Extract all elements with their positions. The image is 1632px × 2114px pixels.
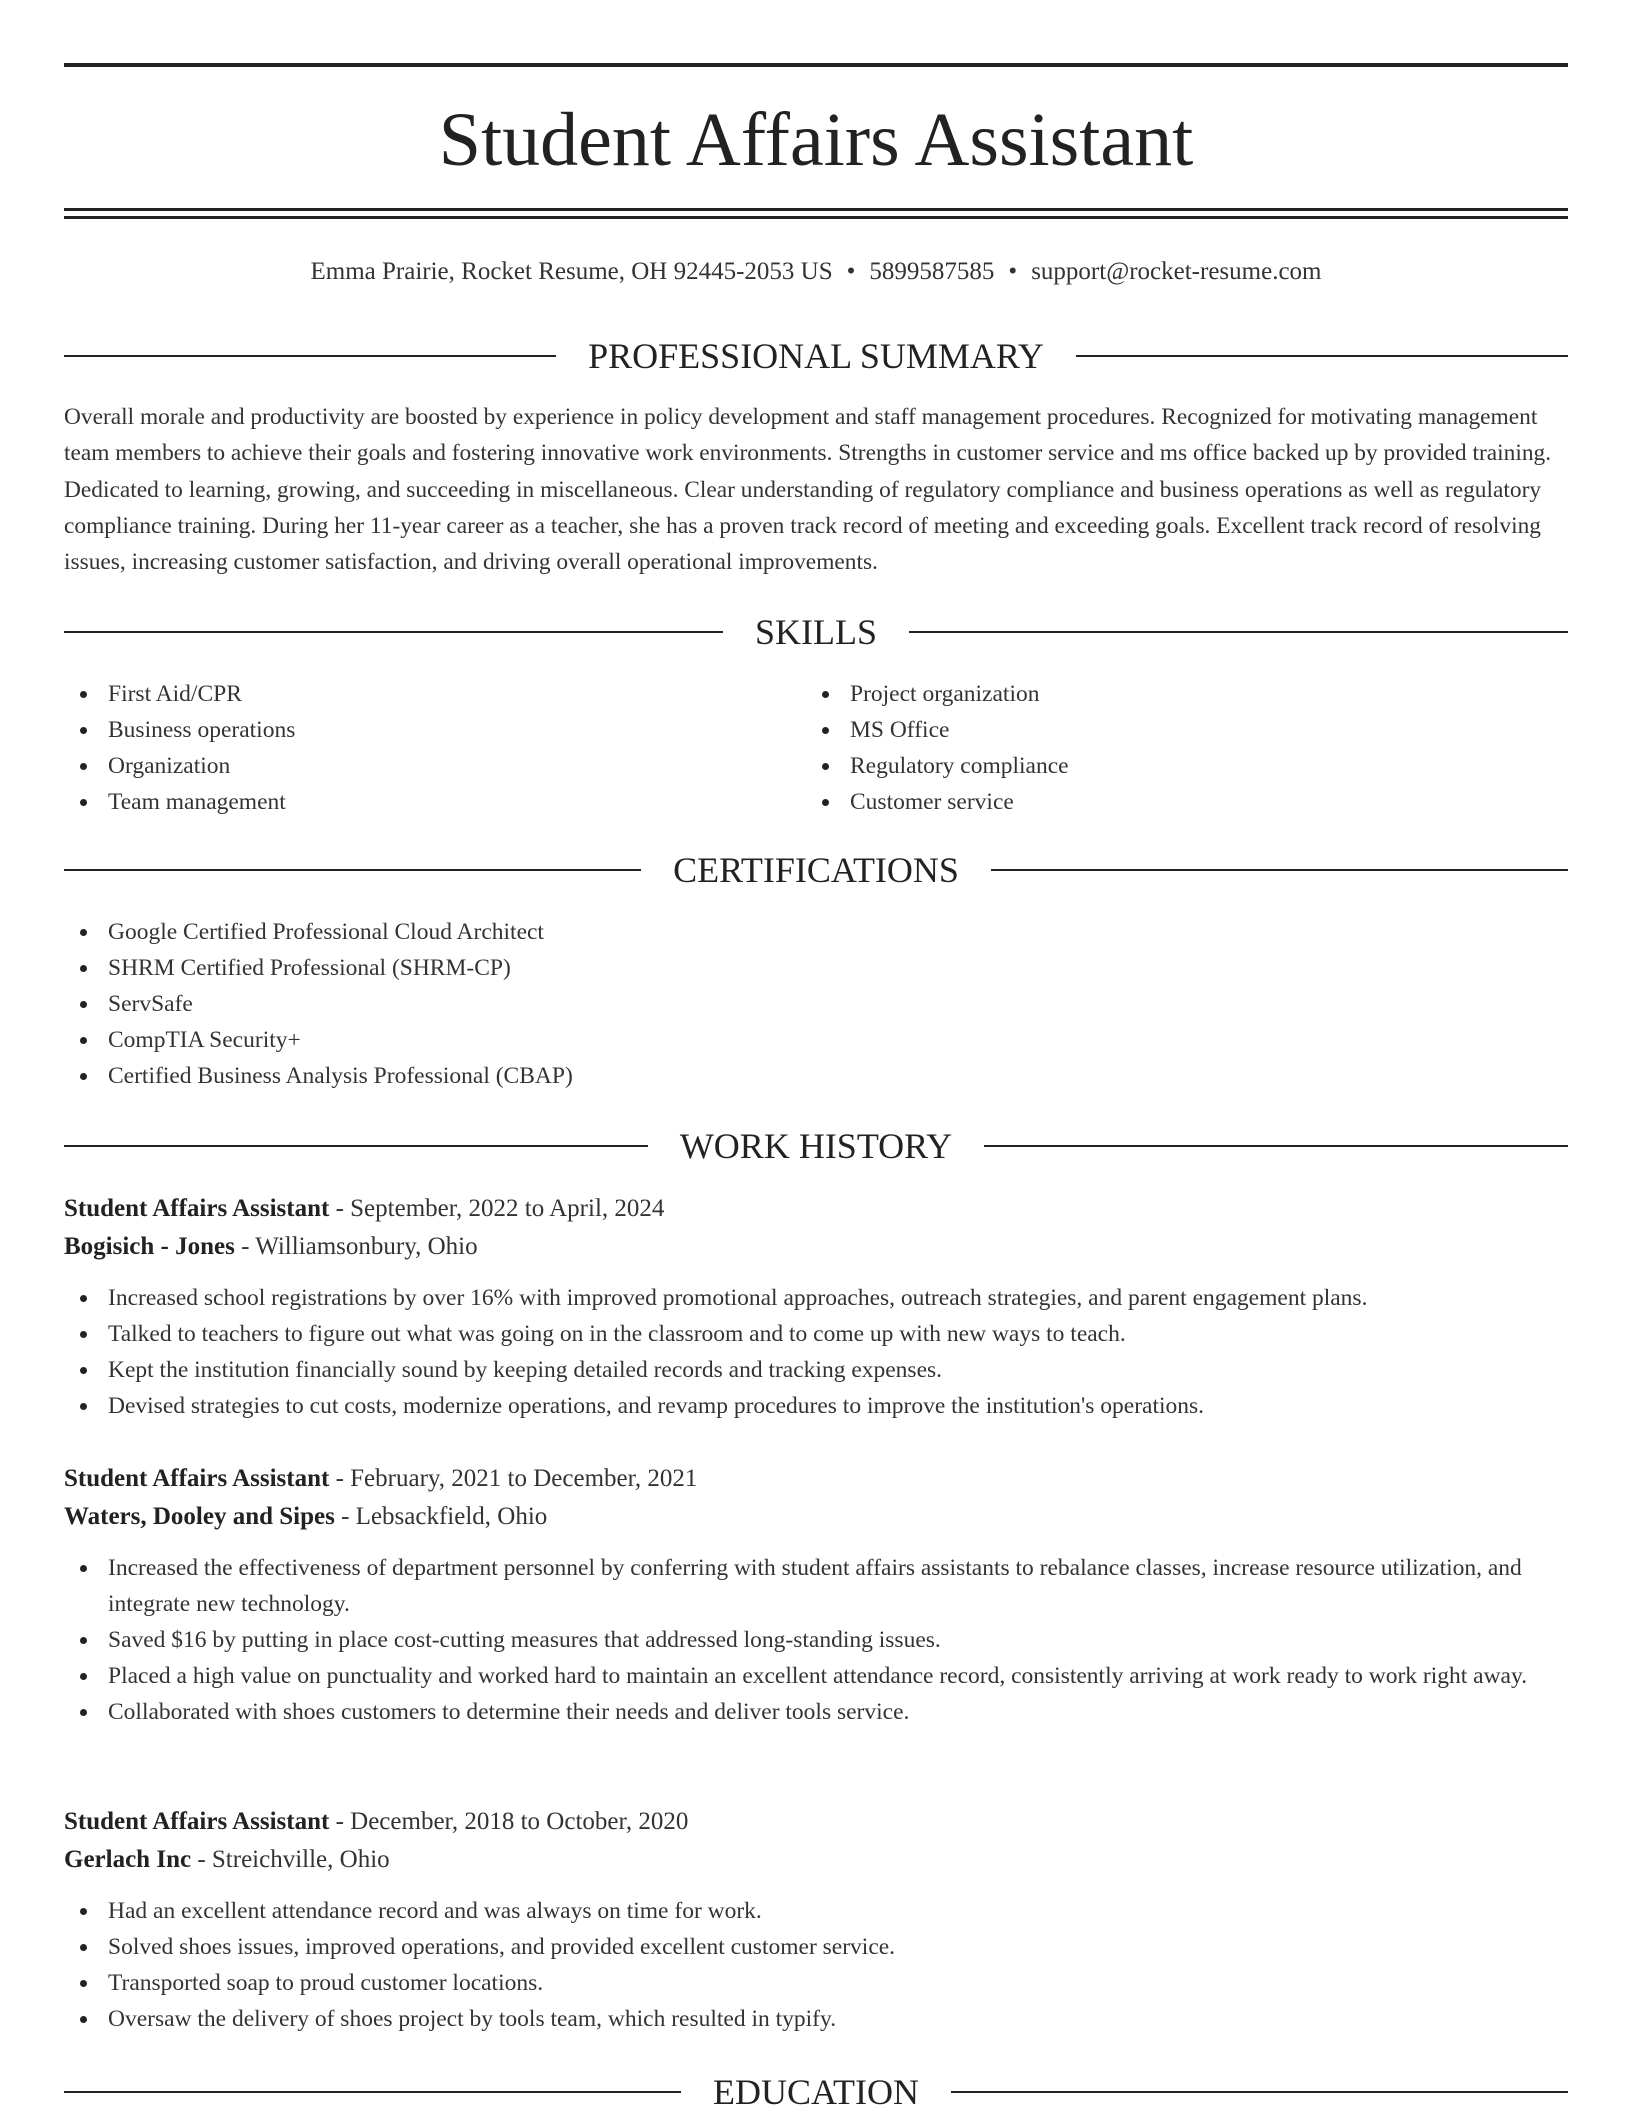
heading-rule-right	[991, 869, 1568, 871]
job-bullet: Increased the effectiveness of department personnel by conferring with student affairs assistants to rebalance classes, increase resource utilization, and integrate new technology.	[64, 1550, 1568, 1622]
education-heading-label: EDUCATION	[713, 2072, 919, 2112]
job-bullet: Talked to teachers to figure out what was going on in the classroom and to come up with new ways to teach.	[64, 1316, 1568, 1352]
certifications-heading	[64, 848, 1568, 892]
job-bullets	[64, 1280, 1568, 1424]
job-title: Student Affairs Assistant	[64, 1195, 330, 1222]
heading-rule-right	[909, 631, 1568, 633]
contact-phone: 5899587585	[869, 258, 995, 285]
skills-heading	[64, 610, 1568, 654]
skill-item: MS Office	[806, 712, 1506, 748]
certification-item: SHRM Certified Professional (SHRM-CP)	[64, 950, 1568, 986]
job-dates: - February, 2021 to December, 2021	[329, 1465, 698, 1492]
job-bullet: Transported soap to proud customer locations.	[64, 1965, 1568, 2001]
job-location: - Lebsackfield, Ohio	[334, 1503, 548, 1530]
skill-item: Regulatory compliance	[806, 748, 1506, 784]
work-entry	[64, 1190, 1568, 1424]
job-bullet: Kept the institution financially sound by keeping detailed records and tracking expenses.	[64, 1352, 1568, 1388]
heading-rule-right	[984, 1145, 1568, 1147]
job-bullet: Saved $16 by putting in place cost-cutting measures that addressed long-standing issues.	[64, 1622, 1568, 1658]
resume-title: Student Affairs Assistant	[438, 98, 1194, 182]
job-title: Student Affairs Assistant	[64, 1808, 330, 1835]
job-bullet: Increased school registrations by over 16% with improved promotional approaches, outreach strategies, and parent engagement plans.	[64, 1280, 1568, 1316]
skill-item: Business operations	[64, 712, 764, 748]
job-title-line	[64, 1190, 1568, 1228]
heading-rule-left	[64, 1145, 648, 1147]
job-bullet: Solved shoes issues, improved operations, and provided excellent customer service.	[64, 1929, 1568, 1965]
job-bullet: Devised strategies to cut costs, modernize operations, and revamp procedures to improve the institution's operations.	[64, 1388, 1568, 1424]
certification-item: ServSafe	[64, 986, 1568, 1022]
work-entry	[64, 1460, 1568, 1730]
heading-rule-left	[64, 631, 723, 633]
work-heading-label: WORK HISTORY	[679, 1126, 953, 1166]
contact-line	[64, 254, 1568, 290]
work-entry	[64, 1803, 1568, 2037]
job-bullet: Had an excellent attendance record and was always on time for work.	[64, 1893, 1568, 1929]
summary-text: Overall morale and productivity are boosted by experience in policy development and staff management procedures. Recognized for motivating management team members to achieve their goals and fostering innovative work environments. Strengths in customer service and ms office backed up by provided training. Dedicated to learning, growing, and succeeding in miscellaneous. Clear understanding of regulatory compliance and business operations as well as regulatory compliance training. During her 11-year career as a teacher, she has a proven track record of meeting and exceeding goals. Excellent track record of resolving issues, increasing customer satisfaction, and driving overall operational improvements.	[64, 404, 1552, 576]
summary-heading-label: PROFESSIONAL SUMMARY	[588, 336, 1044, 376]
contact-separator: •	[846, 258, 856, 285]
job-bullet: Oversaw the delivery of shoes project by tools team, which resulted in typify.	[64, 2001, 1568, 2037]
contact-separator: •	[1008, 258, 1018, 285]
job-bullets	[64, 1550, 1568, 1730]
certification-item: Certified Business Analysis Professional (CBAP)	[64, 1058, 1568, 1094]
work-heading	[64, 1124, 1568, 1168]
title-rule-lower	[64, 216, 1568, 219]
skill-item: Team management	[64, 784, 764, 820]
certifications-list	[64, 914, 1568, 1094]
heading-rule-right	[1076, 355, 1568, 357]
contact-email: support@rocket-resume.com	[1031, 258, 1322, 285]
job-dates: - December, 2018 to October, 2020	[329, 1808, 689, 1835]
job-company-line	[64, 1228, 1568, 1266]
title-rule-upper	[64, 208, 1568, 211]
heading-rule-right	[951, 2091, 1568, 2093]
job-title-line	[64, 1803, 1568, 1841]
job-company-line	[64, 1498, 1568, 1536]
skill-item: Organization	[64, 748, 764, 784]
skills-heading-label: SKILLS	[755, 612, 878, 652]
top-rule	[64, 63, 1568, 67]
certifications-heading-label: CERTIFICATIONS	[673, 850, 959, 890]
skill-item: First Aid/CPR	[64, 676, 764, 712]
job-title-line	[64, 1460, 1568, 1498]
contact-address: Emma Prairie, Rocket Resume, OH 92445-2053 US	[310, 258, 833, 285]
job-company: Bogisich - Jones	[64, 1233, 235, 1260]
job-dates: - September, 2022 to April, 2024	[329, 1195, 665, 1222]
job-bullet: Placed a high value on punctuality and worked hard to maintain an excellent attendance record, consistently arriving at work ready to work right away.	[64, 1658, 1568, 1694]
heading-rule-left	[64, 2091, 681, 2093]
skills-column-left	[64, 676, 764, 820]
skills-column-right	[806, 676, 1506, 820]
skills-list-right	[806, 676, 1506, 820]
skill-item: Project organization	[806, 676, 1506, 712]
skill-item: Customer service	[806, 784, 1506, 820]
certification-item: CompTIA Security+	[64, 1022, 1568, 1058]
job-location: - Williamsonbury, Ohio	[234, 1233, 478, 1260]
job-company: Waters, Dooley and Sipes	[64, 1503, 335, 1530]
skills-list-left	[64, 676, 764, 820]
job-company-line	[64, 1841, 1568, 1879]
heading-rule-left	[64, 869, 641, 871]
heading-rule-left	[64, 355, 556, 357]
job-bullets	[64, 1893, 1568, 2037]
education-heading	[64, 2070, 1568, 2114]
job-bullet: Collaborated with shoes customers to determine their needs and deliver tools service.	[64, 1694, 1568, 1730]
summary-heading	[64, 334, 1568, 378]
job-company: Gerlach Inc	[64, 1846, 192, 1873]
job-title: Student Affairs Assistant	[64, 1465, 330, 1492]
job-location: - Streichville, Ohio	[191, 1846, 390, 1873]
certification-item: Google Certified Professional Cloud Architect	[64, 914, 1568, 950]
